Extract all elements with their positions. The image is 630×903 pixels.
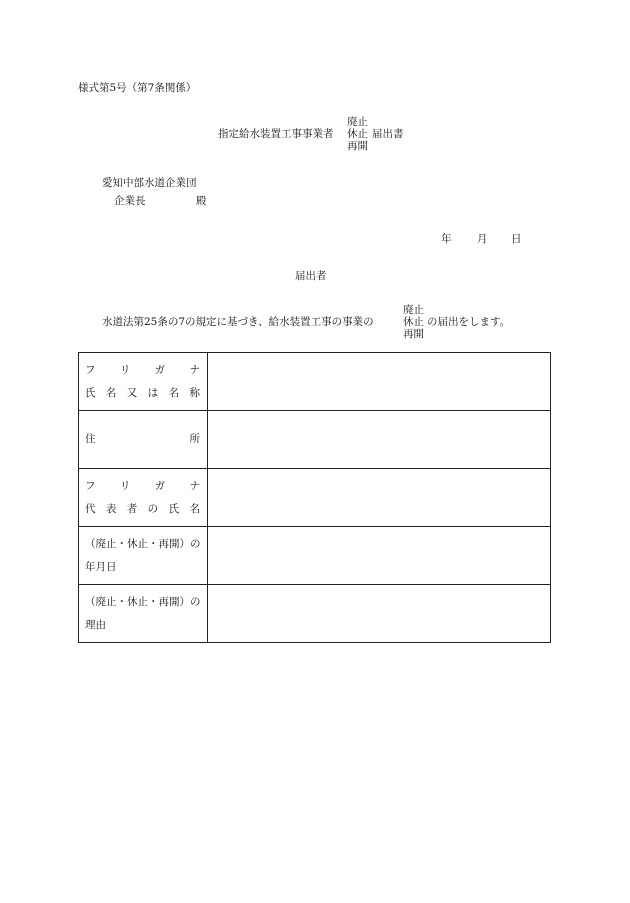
form-number: 様式第5号（第7条関係） bbox=[78, 82, 197, 94]
statement-option-resume: 再開 bbox=[403, 328, 424, 340]
label-char: 称 bbox=[189, 387, 200, 399]
date-label-line2: 年月日 bbox=[85, 561, 117, 573]
statement-option-abolish: 廃止 bbox=[403, 304, 424, 316]
label-char: フ bbox=[85, 363, 96, 376]
label-char: リ bbox=[119, 479, 131, 492]
table-row-date bbox=[79, 527, 551, 585]
table-row-address bbox=[79, 411, 551, 469]
document-title-prefix: 指定給水装置工事事業者 bbox=[218, 128, 334, 140]
label-char: 名 bbox=[189, 503, 200, 515]
label-char: 又 bbox=[126, 387, 138, 399]
address-label bbox=[85, 433, 200, 445]
label-char: 表 bbox=[105, 503, 117, 515]
statement-options bbox=[403, 304, 424, 340]
date-year: 年 bbox=[441, 233, 452, 245]
label-char: 名 bbox=[168, 387, 180, 399]
statement-option-suspend: 休止 bbox=[403, 316, 424, 328]
title-option-suspend: 休止 bbox=[347, 128, 368, 140]
label-char: 氏 bbox=[85, 387, 96, 399]
label-char: 氏 bbox=[168, 503, 180, 515]
notification-form-table bbox=[78, 352, 551, 643]
label-char: 所 bbox=[189, 433, 200, 446]
label-char: フ bbox=[85, 479, 96, 492]
label-cell-date bbox=[79, 527, 208, 585]
statement-suffix: の届出をします。 bbox=[427, 316, 511, 328]
label-cell-representative bbox=[79, 469, 208, 527]
name-or-title-label bbox=[85, 387, 200, 399]
representative-name-label bbox=[85, 503, 200, 515]
label-char: リ bbox=[119, 363, 131, 376]
addressee-organization: 愛知中部水道企業団 bbox=[102, 177, 197, 189]
label-cell-address bbox=[79, 411, 208, 469]
label-char: ガ bbox=[154, 479, 166, 492]
statement-prefix: 水道法第25条の7の規定に基づき、給水装置工事の事業の bbox=[102, 316, 374, 328]
reason-label-line2: 理由 bbox=[85, 619, 106, 631]
label-char: は bbox=[147, 387, 159, 399]
label-char: ガ bbox=[154, 363, 166, 376]
representative-input-cell[interactable] bbox=[208, 469, 551, 527]
date-day: 日 bbox=[511, 233, 522, 245]
label-cell-reason bbox=[79, 585, 208, 643]
label-char: 代 bbox=[85, 503, 96, 515]
document-title-suffix: 届出書 bbox=[372, 128, 404, 140]
submitter-label: 届出者 bbox=[295, 270, 327, 282]
title-options bbox=[347, 116, 368, 152]
date-input-cell[interactable] bbox=[208, 527, 551, 585]
title-option-resume: 再開 bbox=[347, 140, 368, 152]
label-char: 名 bbox=[105, 387, 117, 399]
table-row-reason bbox=[79, 585, 551, 643]
furigana-label-name bbox=[85, 364, 200, 376]
date-label-line1: （廃止・休止・再開）の bbox=[85, 537, 201, 550]
date-month: 月 bbox=[477, 233, 488, 245]
table-row-representative bbox=[79, 469, 551, 527]
label-cell-name bbox=[79, 353, 208, 411]
address-input-cell[interactable] bbox=[208, 411, 551, 469]
label-char: ナ bbox=[189, 479, 200, 492]
name-input-cell[interactable] bbox=[208, 353, 551, 411]
addressee-honorific: 殿 bbox=[196, 195, 207, 207]
label-char: 住 bbox=[85, 433, 96, 446]
label-char: 者 bbox=[126, 503, 138, 515]
label-char: の bbox=[147, 503, 159, 515]
table-row-name bbox=[79, 353, 551, 411]
furigana-label-representative bbox=[85, 480, 200, 492]
reason-label-line1: （廃止・休止・再開）の bbox=[85, 595, 201, 608]
label-char: ナ bbox=[189, 363, 200, 376]
addressee-title: 企業長 bbox=[114, 195, 146, 207]
reason-input-cell[interactable] bbox=[208, 585, 551, 643]
title-option-abolish: 廃止 bbox=[347, 116, 368, 128]
